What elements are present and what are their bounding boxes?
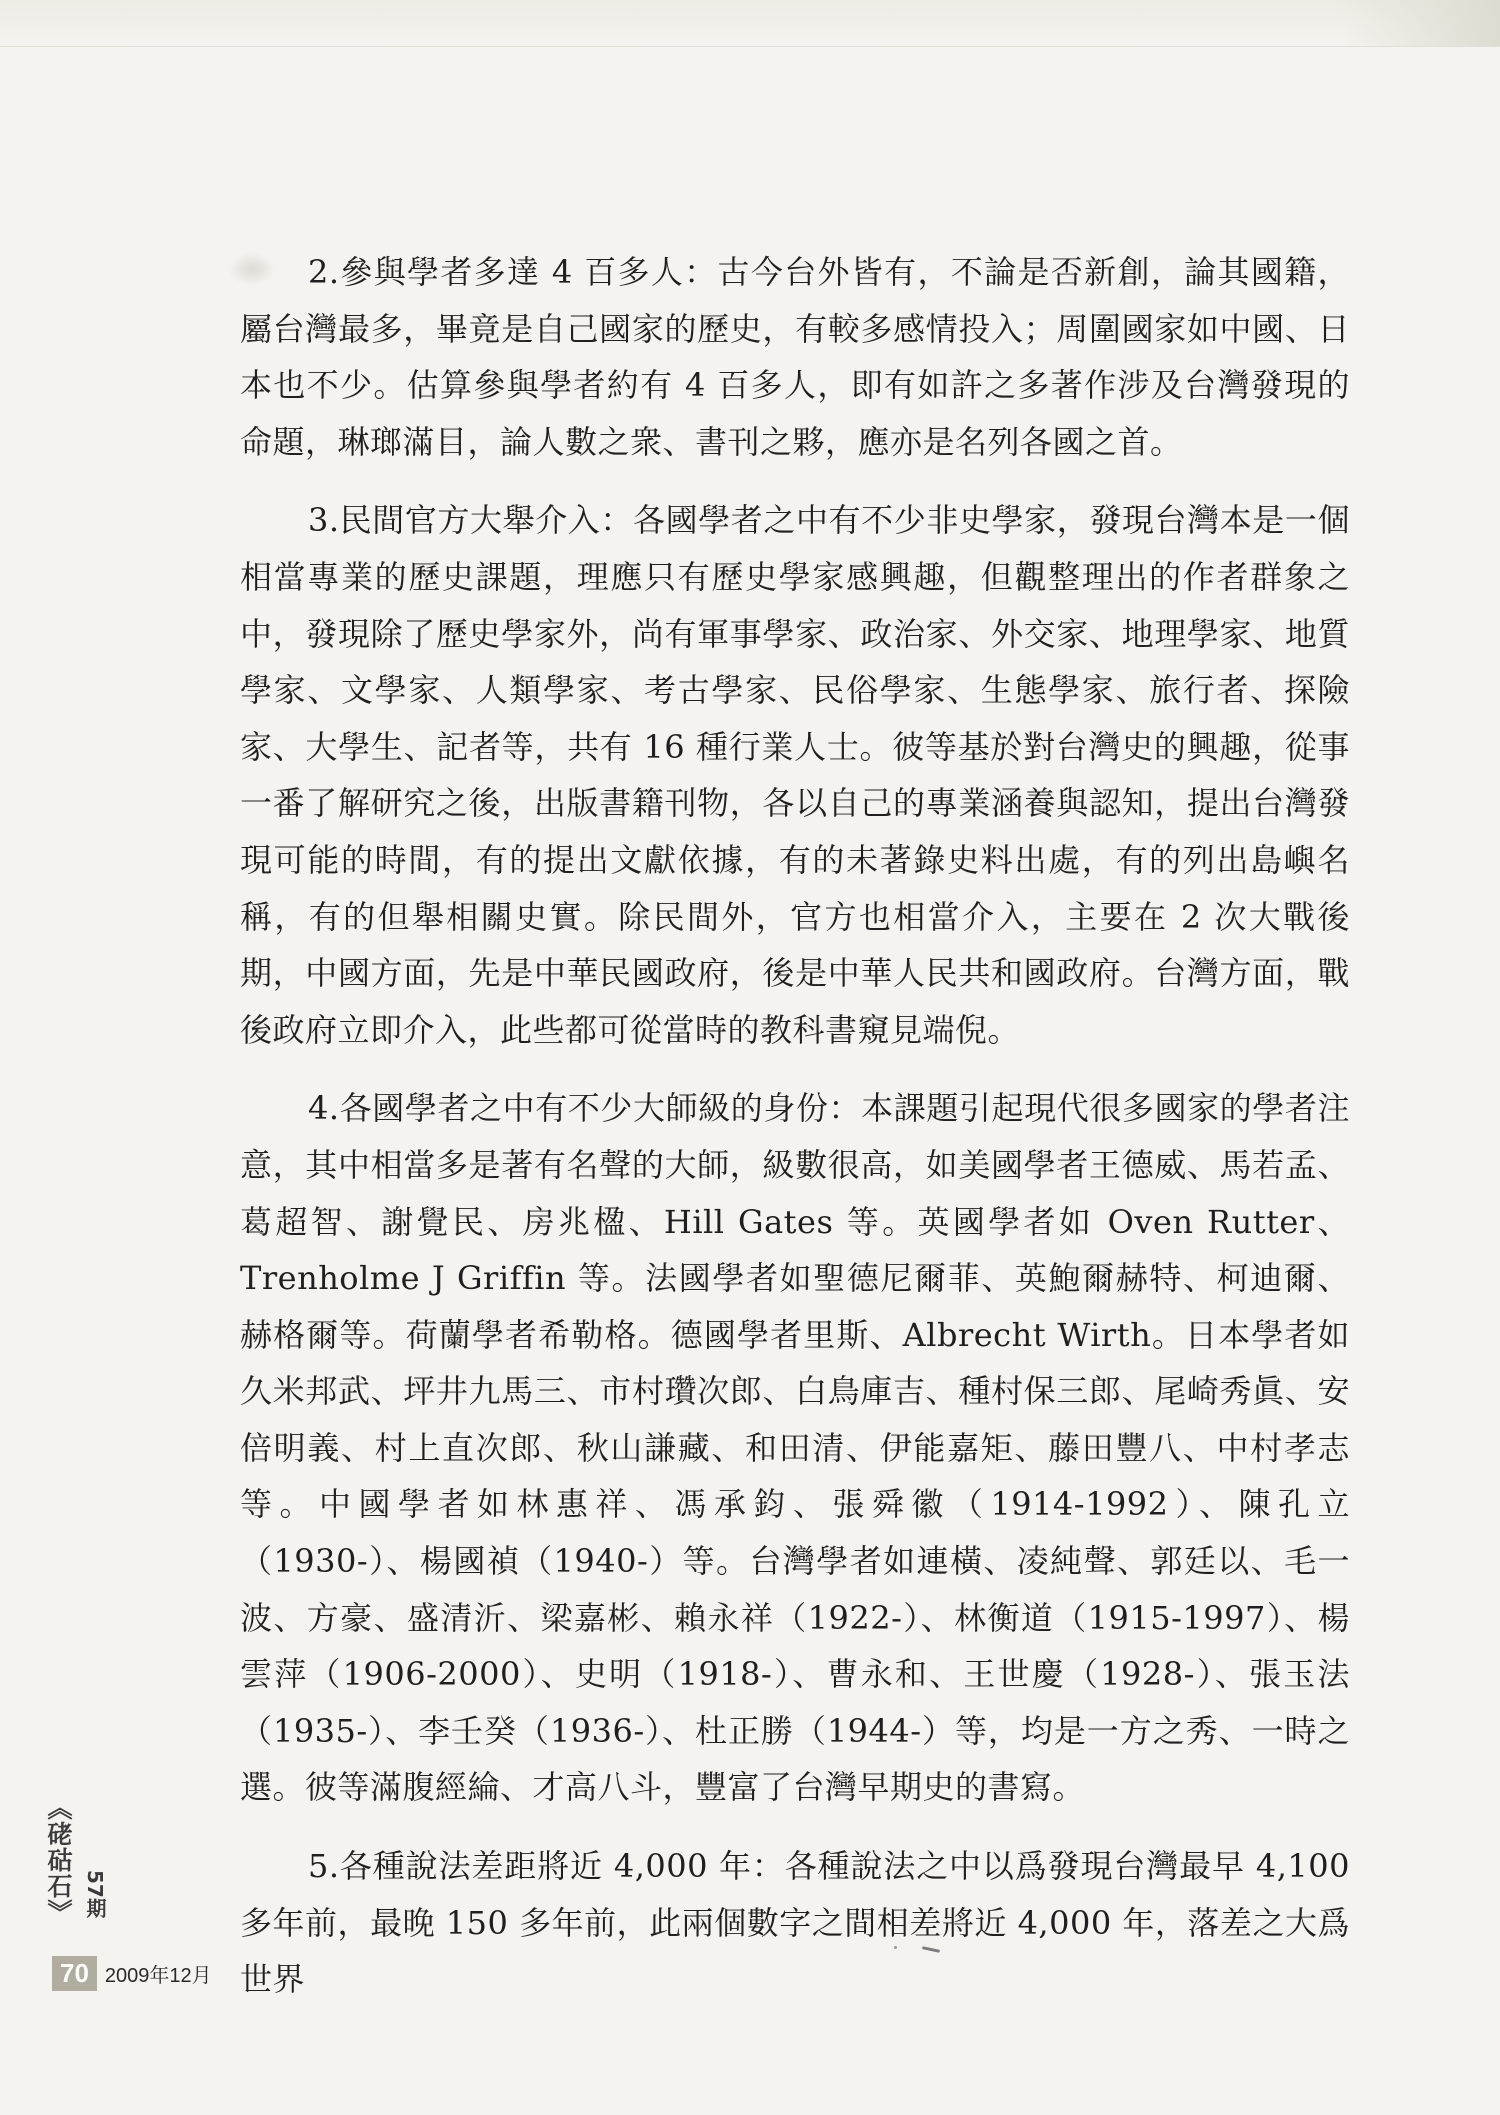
- journal-title-vertical: 《硓𥑮石》: [44, 1795, 73, 1925]
- scan-dot: [894, 1946, 897, 1949]
- paragraph-3-civil-official-involvement: 3.民間官方大舉介入：各國學者之中有不少非史學家，發現台灣本是一個相當專業的歷史課題，理應只有歷史學家感興趣，但觀整理出的作者群象之中，發現除了歷史學家外，尚有軍事學家、政治家、外交家、地理學家、地質學家、文學家、人類學家、考古學家、民俗學家、生態學家、旅行者、探險家、大學生、記者等，共有 16 種行業人士。彼等基於對台灣史的興趣，從事一番了解研究之後，出版書籍刊物，各以自己的專業涵養與認知，提出台灣發現可能的時間，有的提出文獻依據，有的未著錄史料出處，有的列出島嶼名稱，有的但舉相關史實。除民間外，官方也相當介入，主要在 2 次大戰後期，中國方面，先是中華民國政府，後是中華人民共和國政府。台灣方面，戰後政府立即介入，此些都可從當時的教科書窺見端倪。: [240, 501, 1350, 1049]
- paragraph-2-participating-scholars: 2.參與學者多達 4 百多人：古今台外皆有，不論是否新創，論其國籍，屬台灣最多，畢竟是自己國家的歷史，有較多感情投入；周圍國家如中國、日本也不少。估算參與學者約有 4 百多人，即有如許之多著作涉及台灣發現的命題，琳瑯滿目，論人數之衆、書刊之夥，應亦是名列各國之首。: [240, 253, 1350, 461]
- page-footer: [52, 1956, 212, 1990]
- issue-date: 2009年12月: [104, 1964, 212, 1987]
- issue-label-vertical: 57期: [83, 1870, 107, 1918]
- paragraph-5-date-discrepancy: 5.各種說法差距將近 4,000 年：各種說法之中以爲發現台灣最早 4,100 多年前，最晚 150 多年前，此兩個數字之間相差將近 4,000 年，落差之大爲世界: [240, 1847, 1350, 1999]
- page-number: 70: [52, 1956, 97, 1991]
- paragraph-4-master-scholars: 4.各國學者之中有不少大師級的身份：本課題引起現代很多國家的學者注意，其中相當多是著有名聲的大師，級數很高，如美國學者王德威、馬若孟、葛超智、謝覺民、房兆楹、Hill Gates 等。英國學者如 Oven Rutter、Trenholme J Griffin 等。法國學者如聖德尼爾菲、英鮑爾赫特、柯迪爾、赫格爾等。荷蘭學者希勒格。德國學者里斯、Albrecht Wirth。日本學者如久米邦武、坪井九馬三、市村瓚次郎、白鳥庫吉、種村保三郎、尾崎秀眞、安倍明義、村上直次郎、秋山謙藏、和田清、伊能嘉矩、藤田豐八、中村孝志等。中國學者如林惠祥、馮承鈞、張舜徽（1914-1992）、陳孔立（1930-）、楊國禎（1940-）等。台灣學者如連橫、凌純聲、郭廷以、毛一波、方豪、盛清沂、梁嘉彬、賴永祥（1922-）、林衡道（1915-1997）、楊雲萍（1906-2000）、史明（1918-）、曹永和、王世慶（1928-）、張玉法（1935-）、李壬癸（1936-）、杜正勝（1944-）等，均是一方之秀、一時之選。彼等滿腹經綸、才高八斗，豐富了台灣早期史的書寫。: [240, 1089, 1350, 1807]
- page-top-band: [0, 0, 1500, 47]
- article-body: [240, 244, 1350, 2030]
